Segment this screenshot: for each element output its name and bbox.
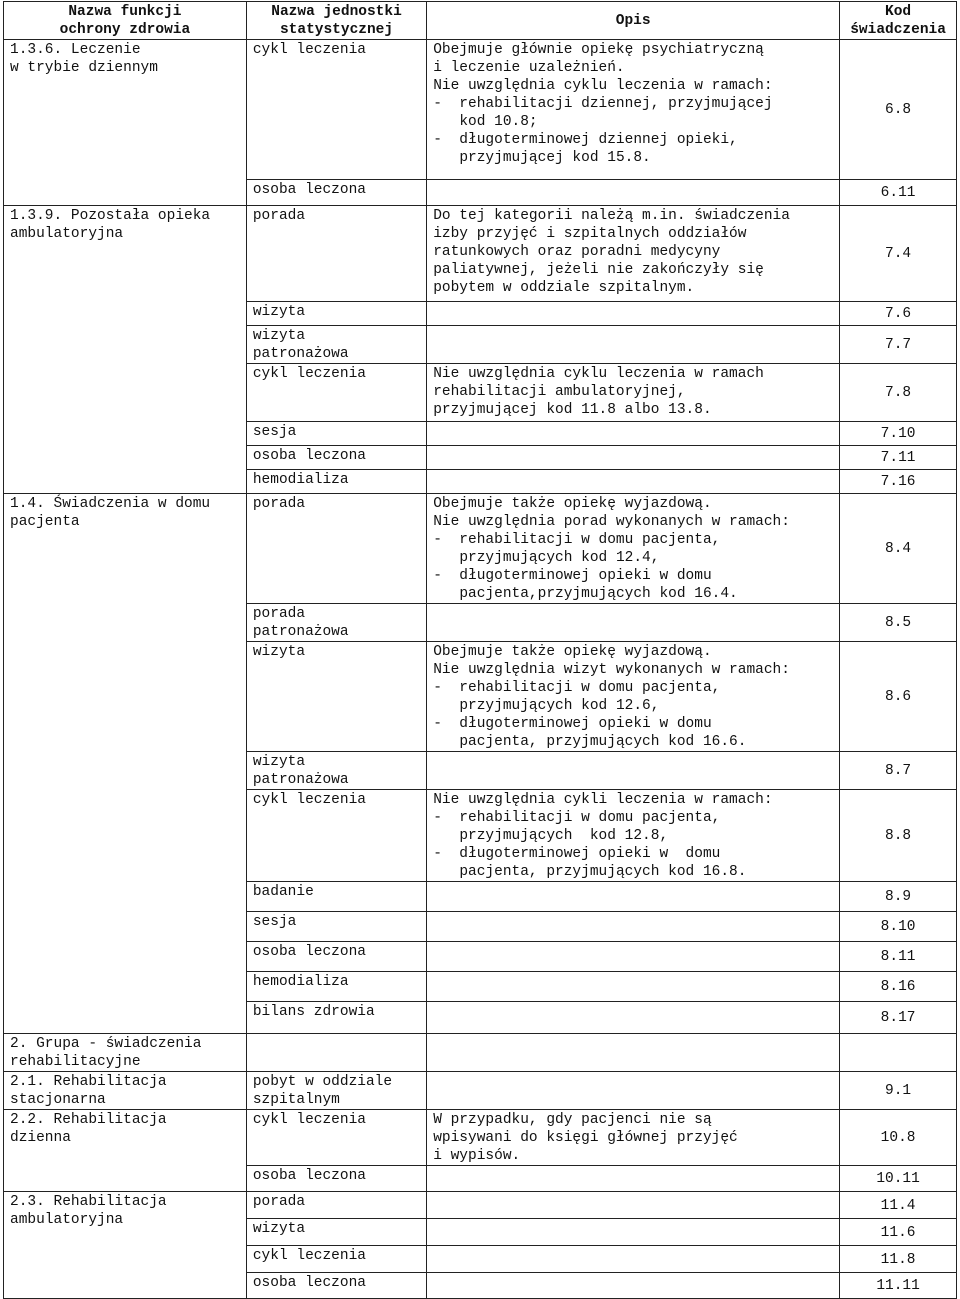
service-code-cell: 7.16 xyxy=(840,470,957,494)
table-row xyxy=(4,40,957,180)
description-cell xyxy=(427,1273,840,1299)
unit-name-cell: wizyta patronażowa xyxy=(246,752,426,790)
unit-name-cell: cykl leczenia xyxy=(246,40,426,180)
function-name-cell: 2.3. Rehabilitacja ambulatoryjna xyxy=(4,1192,247,1299)
service-code-cell: 10.8 xyxy=(840,1110,957,1166)
service-code-cell: 11.8 xyxy=(840,1246,957,1273)
service-code-cell: 8.10 xyxy=(840,912,957,942)
description-cell: Obejmuje głównie opiekę psychiatryczną i leczenie uzależnień. Nie uwzględnia cyklu leczenia w ramach: - rehabilitacji dziennej, przyjmującej kod 10.8; - długoterminowej dziennej opieki, przyjmującej kod 15.8. xyxy=(427,40,840,180)
unit-name-cell: porada xyxy=(246,494,426,604)
unit-name-cell: sesja xyxy=(246,422,426,446)
header-function-name: Nazwa funkcji ochrony zdrowia xyxy=(4,2,247,40)
service-code-cell: 7.6 xyxy=(840,302,957,326)
unit-name-cell: wizyta patronażowa xyxy=(246,326,426,364)
description-cell xyxy=(427,882,840,912)
function-name-cell: 2.1. Rehabilitacja stacjonarna xyxy=(4,1072,247,1110)
description-cell xyxy=(427,302,840,326)
unit-name-cell xyxy=(246,1034,426,1072)
unit-name-cell: cykl leczenia xyxy=(246,364,426,422)
unit-name-cell: hemodializa xyxy=(246,470,426,494)
description-cell xyxy=(427,1192,840,1219)
description-cell xyxy=(427,326,840,364)
description-cell xyxy=(427,1246,840,1273)
service-code-cell: 6.11 xyxy=(840,180,957,206)
unit-name-cell: osoba leczona xyxy=(246,180,426,206)
unit-name-cell: cykl leczenia xyxy=(246,1110,426,1166)
description-cell xyxy=(427,752,840,790)
description-cell xyxy=(427,942,840,972)
description-cell xyxy=(427,422,840,446)
service-code-cell: 6.8 xyxy=(840,40,957,180)
function-name-cell: 2.2. Rehabilitacja dzienna xyxy=(4,1110,247,1192)
function-name-cell: 1.3.9. Pozostała opieka ambulatoryjna xyxy=(4,206,247,494)
header-service-code: Kod świadczenia xyxy=(840,2,957,40)
service-code-cell: 8.4 xyxy=(840,494,957,604)
header-description: Opis xyxy=(427,2,840,40)
table-body xyxy=(4,40,957,1299)
service-code-cell xyxy=(840,1034,957,1072)
unit-name-cell: badanie xyxy=(246,882,426,912)
description-cell xyxy=(427,1072,840,1110)
document-page xyxy=(3,1,957,1299)
description-cell xyxy=(427,470,840,494)
table-row xyxy=(4,1192,957,1219)
service-code-cell: 8.17 xyxy=(840,1002,957,1034)
unit-name-cell: osoba leczona xyxy=(246,1273,426,1299)
service-code-cell: 8.6 xyxy=(840,642,957,752)
service-code-cell: 8.9 xyxy=(840,882,957,912)
description-cell: Do tej kategorii należą m.in. świadczenia izby przyjęć i szpitalnych oddziałów ratunkowych oraz poradni medycyny paliatywnej, jeżeli nie zakończyły się pobytem w oddziale szpitalnym. xyxy=(427,206,840,302)
description-cell: Nie uwzględnia cyklu leczenia w ramach rehabilitacji ambulatoryjnej, przyjmującej kod 11.8 albo 13.8. xyxy=(427,364,840,422)
service-code-cell: 7.11 xyxy=(840,446,957,470)
table-header-row xyxy=(4,2,957,40)
description-cell xyxy=(427,1034,840,1072)
description-cell xyxy=(427,1002,840,1034)
table-row xyxy=(4,494,957,604)
service-code-cell: 11.11 xyxy=(840,1273,957,1299)
description-cell: Nie uwzględnia cykli leczenia w ramach: - rehabilitacji w domu pacjenta, przyjmujących kod 12.8, - długoterminowej opieki w domu pacjenta, przyjmujących kod 16.8. xyxy=(427,790,840,882)
service-code-cell: 7.7 xyxy=(840,326,957,364)
description-cell xyxy=(427,1166,840,1192)
description-cell xyxy=(427,180,840,206)
unit-name-cell: porada xyxy=(246,1192,426,1219)
description-cell xyxy=(427,972,840,1002)
unit-name-cell: cykl leczenia xyxy=(246,1246,426,1273)
function-name-cell: 2. Grupa - świadczenia rehabilitacyjne xyxy=(4,1034,247,1072)
service-code-cell: 8.5 xyxy=(840,604,957,642)
description-cell: W przypadku, gdy pacjenci nie są wpisywani do księgi głównej przyjęć i wypisów. xyxy=(427,1110,840,1166)
service-code-cell: 10.11 xyxy=(840,1166,957,1192)
unit-name-cell: bilans zdrowia xyxy=(246,1002,426,1034)
service-code-cell: 9.1 xyxy=(840,1072,957,1110)
unit-name-cell: osoba leczona xyxy=(246,942,426,972)
description-cell xyxy=(427,446,840,470)
unit-name-cell: porada patronażowa xyxy=(246,604,426,642)
unit-name-cell: cykl leczenia xyxy=(246,790,426,882)
function-name-cell: 1.4. Świadczenia w domu pacjenta xyxy=(4,494,247,1034)
table-row xyxy=(4,1072,957,1110)
unit-name-cell: wizyta xyxy=(246,642,426,752)
description-cell: Obejmuje także opiekę wyjazdową. Nie uwzględnia wizyt wykonanych w ramach: - rehabilitacji w domu pacjenta, przyjmujących kod 12.6, - długoterminowej opieki w domu pacjenta, przyjmujących kod 16.6. xyxy=(427,642,840,752)
service-code-cell: 8.11 xyxy=(840,942,957,972)
unit-name-cell: sesja xyxy=(246,912,426,942)
description-cell xyxy=(427,1219,840,1246)
table-row xyxy=(4,206,957,302)
table-row xyxy=(4,1034,957,1072)
header-unit-name: Nazwa jednostki statystycznej xyxy=(246,2,426,40)
unit-name-cell: hemodializa xyxy=(246,972,426,1002)
unit-name-cell: wizyta xyxy=(246,302,426,326)
services-table xyxy=(3,1,957,1299)
unit-name-cell: wizyta xyxy=(246,1219,426,1246)
service-code-cell: 7.10 xyxy=(840,422,957,446)
table-row xyxy=(4,1110,957,1166)
description-cell xyxy=(427,912,840,942)
description-cell: Obejmuje także opiekę wyjazdową. Nie uwzględnia porad wykonanych w ramach: - rehabilitacji w domu pacjenta, przyjmujących kod 12.4, - długoterminowej opieki w domu pacjenta,przyjmujących kod 16.4. xyxy=(427,494,840,604)
unit-name-cell: osoba leczona xyxy=(246,446,426,470)
unit-name-cell: porada xyxy=(246,206,426,302)
unit-name-cell: pobyt w oddziale szpitalnym xyxy=(246,1072,426,1110)
service-code-cell: 7.4 xyxy=(840,206,957,302)
description-cell xyxy=(427,604,840,642)
function-name-cell: 1.3.6. Leczenie w trybie dziennym xyxy=(4,40,247,206)
service-code-cell: 7.8 xyxy=(840,364,957,422)
service-code-cell: 11.4 xyxy=(840,1192,957,1219)
service-code-cell: 8.16 xyxy=(840,972,957,1002)
service-code-cell: 8.7 xyxy=(840,752,957,790)
service-code-cell: 11.6 xyxy=(840,1219,957,1246)
unit-name-cell: osoba leczona xyxy=(246,1166,426,1192)
service-code-cell: 8.8 xyxy=(840,790,957,882)
